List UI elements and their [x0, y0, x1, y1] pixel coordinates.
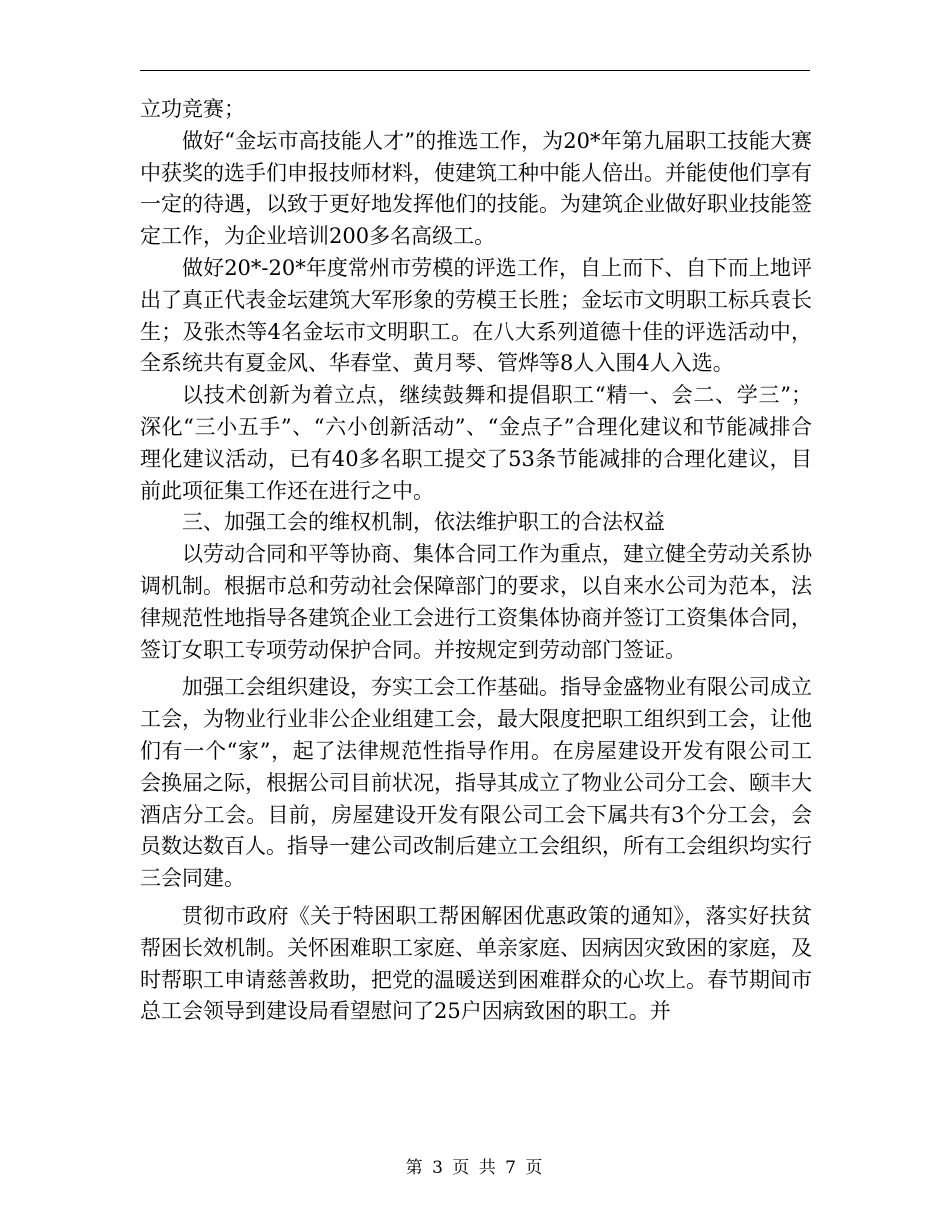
paragraph: 贯彻市政府《关于特困职工帮困解困优惠政策的通知》，落实好扶贫帮困长效机制。关怀困难职工家庭、单亲家庭、因病因灾致困的家庭，及时帮职工申请慈善救助，把党的温暖送到困难群众的心坎上。春节期间市总工会领导到建设局看望慰问了25户因病致困的职工。并 [140, 903, 812, 1024]
paragraph: 做好20*-20*年度常州市劳模的评选工作，自上而下、自下而上地评出了真正代表金坛建筑大军形象的劳模王长胜；金坛市文明职工标兵袁长生；及张杰等4名金坛市文明职工。在八大系列道德十佳的评选活动中，全系统共有夏金风、华春堂、黄月琴、管烨等8人入围4人入选。 [140, 255, 812, 376]
header-rule [140, 70, 810, 71]
body-text [140, 94, 812, 1028]
paragraph: 做好“金坛市高技能人才”的推选工作，为20*年第九届职工技能大赛中获奖的选手们申报技师材料，使建筑工种中能人倍出。并能使他们享有一定的待遇，以致于更好地发挥他们的技能。为建筑企业做好职业技能签定工作，为企业培训200多名高级工。 [140, 128, 812, 249]
section-heading: 三、加强工会的维权机制，依法维护职工的合法权益 [182, 510, 665, 535]
paragraph: 以劳动合同和平等协商、集体合同工作为重点，建立健全劳动关系协调机制。根据市总和劳动社会保障部门的要求，以自来水公司为范本，法律规范性地指导各建筑企业工会进行工资集体协商并签订工资集体合同，签订女职工专项劳动保护合同。并按规定到劳动部门签证。 [140, 542, 812, 662]
paragraph: 以技术创新为着立点，继续鼓舞和提倡职工“精一、会二、学三”；深化“三小五手”、“六小创新活动”、“金点子”合理化建议和节能减排合理化建议活动，已有40多名职工提交了53条节能减排的合理化建议，目前此项征集工作还在进行之中。 [140, 383, 812, 503]
paragraph: 加强工会组织建设，夯实工会工作基础。指导金盛物业有限公司成立工会，为物业行业非公企业组建工会，最大限度把职工组织到工会，让他们有一个“家”，起了法律规范性指导作用。在房屋建设开发有限公司工会换届之际，根据公司目前状况，指导其成立了物业公司分工会、颐丰大酒店分工会。目前，房屋建设开发有限公司工会下属共有3个分工会，会员数达数百人。指导一建公司改制后建立工会组织，所有工会组织均实行三会同建。 [140, 675, 812, 891]
paragraph: 立功竞赛； [140, 97, 245, 121]
page-number: 第 3 页 共 7 页 [405, 1158, 545, 1178]
